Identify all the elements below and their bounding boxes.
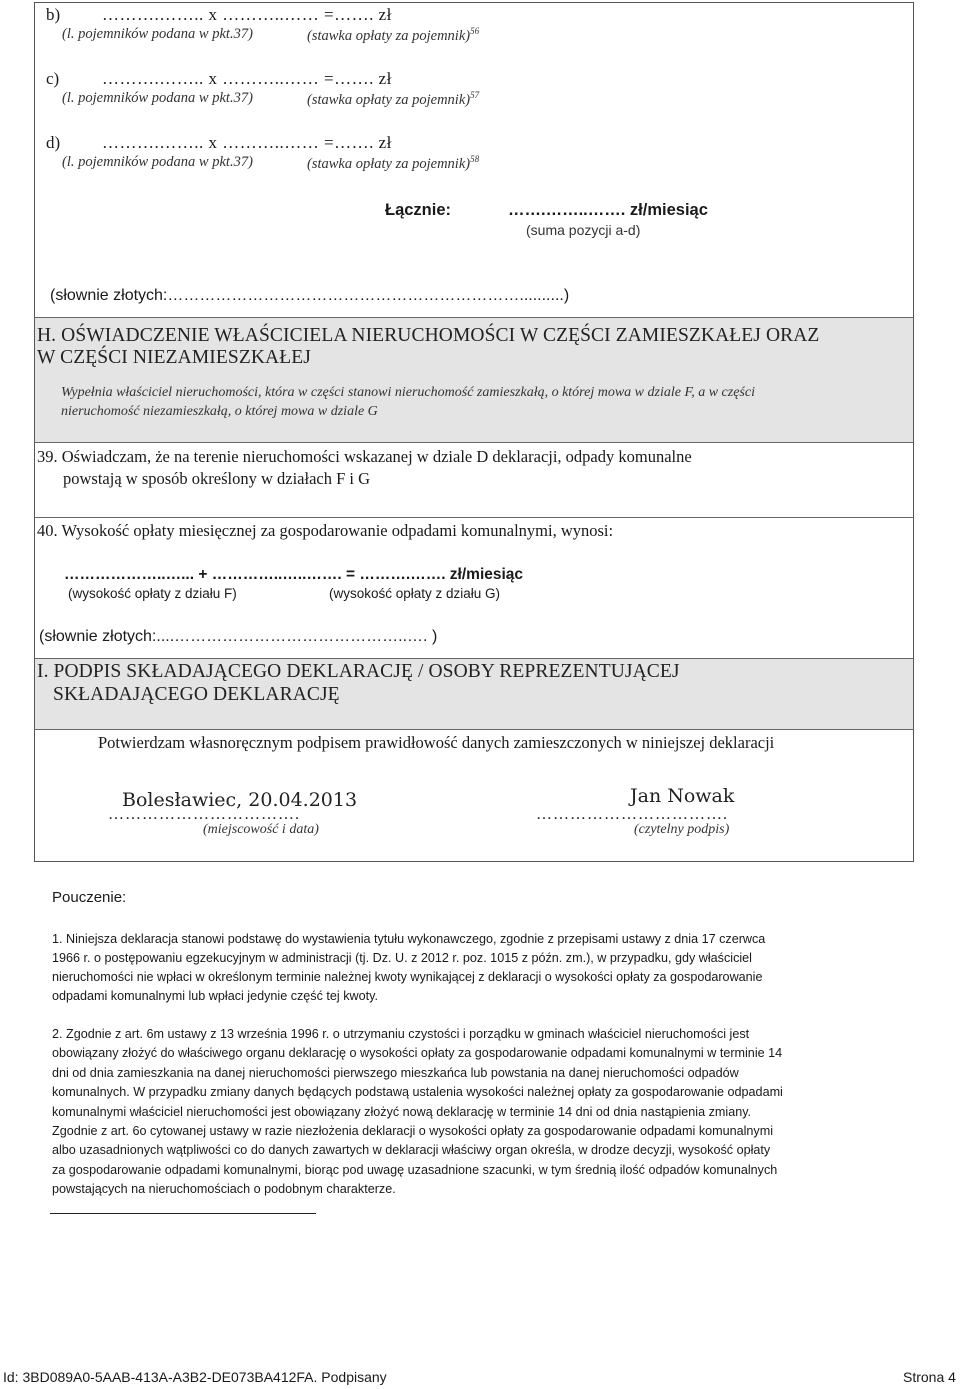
section-i-title-2: SKŁADAJĄCEGO DEKLARACJĘ — [53, 684, 340, 705]
section-i-title-1: I. PODPIS SKŁADAJĄCEGO DEKLARACJĘ / OSOBY REPREZENTUJĄCEJ — [37, 661, 680, 682]
divider — [34, 442, 914, 443]
signature-dots: ……………………………. — [536, 806, 728, 823]
item-40-formula: ………………..…... + …………..…..……. = ……….……. zł/miesiąc — [64, 566, 524, 583]
place-date-label: (miejscowość i data) — [203, 822, 319, 837]
instructions-heading: Pouczenie: — [52, 889, 127, 906]
row-b-label-rate: (stawka opłaty za pojemnik)$^{56}$ — [307, 26, 480, 44]
row-d-formula: ……….…….. x ………..…… =……. zł — [102, 133, 392, 152]
item-40-label-f: (wysokość opłaty z działu F) — [68, 586, 237, 601]
place-date-value: Bolesławiec, 20.04.2013 — [122, 789, 358, 811]
footer-page-number: Strona 4 — [903, 1369, 956, 1385]
footer-document-id: Id: 3BD089A0-5AAB-413A-A3B2-DE073BA412FA. Podpisany — [3, 1369, 387, 1385]
item-39-line-1: 39. Oświadczam, że na terenie nieruchomości wskazanej w dziale D deklaracji, odpady komunalne — [37, 447, 692, 466]
row-c-label-rate: (stawka opłaty za pojemnik)$^{57}$ — [307, 90, 480, 108]
row-b-label-count: (l. pojemników podana w pkt.37) — [62, 26, 253, 42]
item-40-label-g: (wysokość opłaty z działu G) — [329, 586, 501, 601]
item-39-line-2: powstają w sposób określony w działach F i G — [63, 469, 371, 488]
row-b-formula: ……….…….. x ………..…… =……. zł — [102, 5, 392, 24]
instruction-1: 1. Niniejsza deklaracja stanowi podstawę do wystawienia tytułu wykonawczego, zgodnie z przepisami ustawy z dnia 17 czerwca 1966 r. o postępowaniu egzekucyjnym w administracji (tj. Dz. U. z 2012 r. poz. 1015 z późn. zm.), w przypadku, gdy właściciel nieruchomości nie wpłaci w określonym terminie należnej kwoty wynikającej z deklaracji o wysokości opłaty za gospodarowanie odpadami komunalnymi lub wpłaci jedynie część tej kwoty. — [52, 932, 766, 1003]
signature-label: (czytelny podpis) — [634, 822, 730, 837]
total-sub-label: (suma pozycji a-d) — [526, 222, 641, 238]
row-c-formula: ……….…….. x ………..…… =……. zł — [102, 69, 392, 88]
row-d-label-rate: (stawka opłaty za pojemnik)$^{58}$ — [307, 154, 480, 172]
total-label: Łącznie: — [385, 201, 452, 219]
section-h-description-2: nieruchomość niezamieszkałą, o której mowa w dziale G — [61, 404, 378, 419]
section-h-title-2: W CZĘŚCI NIEZAMIESZKAŁEJ — [37, 347, 311, 368]
section-h-description-1: Wypełnia właściciel nieruchomości, która w części stanowi nieruchomość zamieszkałą, o której mowa w dziale F, a w części — [61, 385, 755, 400]
divider — [34, 517, 914, 518]
row-c-label-count: (l. pojemników podana w pkt.37) — [62, 90, 253, 106]
place-date-dots: ……………………………. — [108, 806, 300, 823]
row-d-label-count: (l. pojemników podana w pkt.37) — [62, 154, 253, 170]
instruction-2: 2. Zgodnie z art. 6m ustawy z 13 września 1996 r. o utrzymaniu czystości i porządku w gminach właściciel nieruchomości jest obowiązany złożyć do właściwego organu deklarację o wysokości opłaty za gospodarowanie odpadami komunalnymi w terminie 14 dni od dnia zamieszkania na danej nieruchomości pierwszego mieszkańca lub powstania na danej nieruchomości odpadów komunalnych. W przypadku zmiany danych będących podstawą ustalenia wysokości należnej opłaty za gospodarowanie odpadami komunalnymi właściciel nieruchomości jest obowiązany złożyć nową deklarację w terminie 14 dni od dnia nastąpienia zmiany. Zgodnie z art. 6o cytowanej ustawy w razie niezłożenia deklaracji o wysokości opłaty za gospodarowanie odpadami komunalnymi albo uzasadnionych wątpliwości co do danych zawartych w deklaracji właściwy organ określa, w drodze decyzji, wysokość opłaty za gospodarowanie odpadami komunalnymi, biorąc pod uwagę uzasadnione szacunki, w tym średnią ilość odpadów komunalnych powstających na nieruchomościach o podobnym charakterze. — [52, 1027, 783, 1197]
amount-in-words-1: (słownie złotych:…………………………………………………………..........) — [50, 287, 570, 304]
signature-value: Jan Nowak — [630, 785, 735, 807]
amount-in-words-2: (słownie złotych:....……………………………………..…. ) — [39, 628, 438, 645]
divider — [34, 729, 914, 730]
footnote-separator — [50, 1213, 316, 1214]
row-c-letter: c) — [46, 69, 60, 88]
row-b-letter: b) — [46, 5, 61, 24]
total-value: …….……..……. zł/miesiąc — [508, 201, 708, 219]
confirmation-text: Potwierdzam własnoręcznym podpisem prawidłowość danych zamieszczonych w niniejszej deklaracji — [98, 733, 775, 752]
section-h-title-1: H. OŚWIADCZENIE WŁAŚCICIELA NIERUCHOMOŚCI W CZĘŚCI ZAMIESZKAŁEJ ORAZ — [37, 325, 820, 346]
item-40-title: 40. Wysokość opłaty miesięcznej za gospodarowanie odpadami komunalnymi, wynosi: — [37, 521, 614, 540]
row-d-letter: d) — [46, 133, 61, 152]
